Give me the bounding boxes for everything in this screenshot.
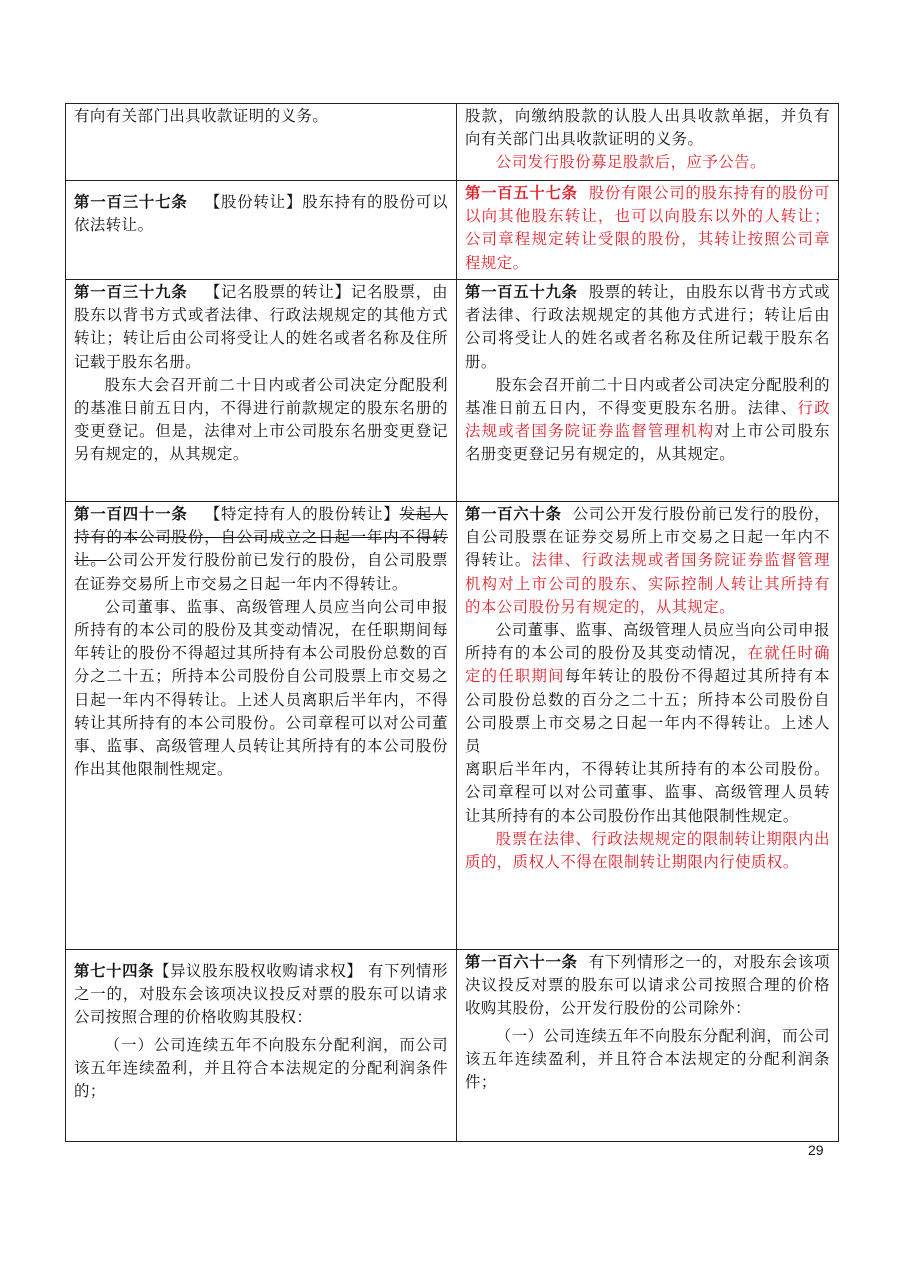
comparison-table — [65, 103, 839, 1142]
article-title: 【股份转让】 — [204, 193, 303, 211]
paragraph — [465, 951, 830, 1021]
added-paragraph: 公司发行股份募足股款后，应予公告。 — [495, 153, 766, 172]
paragraph: 股东大会召开前二十日内或者公司决定分配股利的基准日前五日内，不得进行前款规定的股东名册的变更登记。但是，法律对上市公司股东名册变更登记另有规定的，从其规定。 — [74, 375, 448, 464]
old-text-cell — [66, 502, 457, 950]
article-text: 记名股票，由股东以背书方式或者法律、行政法规规定的其他方式转让；转让后由公司将受让人的姓名或者名称及住所记载于股东名册。 — [74, 283, 448, 371]
page-number: 29 — [808, 1142, 824, 1158]
paragraph — [465, 182, 830, 275]
old-text-cell — [66, 104, 457, 181]
paragraph — [74, 281, 448, 374]
paragraph: 股款，向缴纳股款的认股人出具收款单据，并负有向有关部门出具收款证明的义务。 — [465, 107, 830, 149]
paragraph — [465, 281, 830, 374]
paragraph: 离职后半年内，不得转让其所持有的本公司股份。公司章程可以对公司董事、监事、高级管理人员转让其所持有的本公司股份作出其他限制性规定。 — [465, 760, 830, 825]
article-number: 第一百三十九条 — [74, 283, 188, 301]
paragraph — [74, 960, 448, 1030]
table-row — [66, 104, 839, 181]
new-text-cell — [457, 950, 839, 1142]
paragraph: 有向有关部门出具收款证明的义务。 — [74, 107, 329, 125]
article-number: 第七十四条 — [74, 962, 155, 980]
deleted-text: 发起人持有的本公司股份，自公司成立之日起一年内不得转让。 — [74, 505, 448, 570]
paragraph — [74, 503, 448, 596]
paragraph — [74, 191, 448, 237]
paragraph: （一）公司连续五年不向股东分配利润，而公司该五年连续盈利，并且符合本法规定的分配利润条件的； — [74, 1035, 448, 1101]
amended-text: 在就任时确定的任职期间 — [465, 644, 830, 686]
table-row — [66, 502, 839, 950]
old-text-cell — [66, 181, 457, 280]
table-row — [66, 950, 839, 1142]
amended-text: 行政法规或者国务院证券监督管理机构 — [465, 399, 830, 441]
article-text: 股份有限公司的股东持有的股份可以向其他股东转让，也可以向股东以外的人转让；公司章程规定转让受限的股份，其转让按照公司章程规定。 — [465, 184, 830, 272]
added-paragraph: 股票在法律、行政法规规定的限制转让期限内出质的，质权人不得在限制转让期限内行使质权。 — [465, 829, 830, 872]
old-text-cell — [66, 950, 457, 1142]
article-number: 第一百五十七条 — [465, 184, 578, 202]
table-row — [66, 181, 839, 280]
paragraph: 第一百六十条 公司公开发行股份前已发行的股份，自公司股票在证券交易所上市交易之日起一年内不得转让。法律、行政法规或者国务院证券监督管理机构对上市公司的股东、实际控制人转让其所持有的本公司股份另有规定的，从其规定。 — [465, 505, 830, 616]
article-number: 第一百四十一条 — [74, 505, 188, 523]
article-text: 股东持有的股份可以依法转让。 — [74, 193, 448, 235]
new-text-cell — [457, 181, 839, 280]
paragraph: 股东会召开前二十日内或者公司决定分配股利的基准日前五日内，不得变更股东名册。法律、行政法规或者国务院证券监督管理机构对上市公司股东名册变更登记另有规定的，从其规定。 — [465, 375, 830, 464]
article-number: 第一百六十一条 — [465, 953, 578, 971]
article-text: 有下列情形之一的，对股东会该项决议投反对票的股东可以请求公司按照合理的价格收购其股权： — [74, 962, 448, 1027]
article-number: 第一百五十九条 — [465, 283, 578, 301]
paragraph: （一）公司连续五年不向股东分配利润，而公司该五年连续盈利，并且符合本法规定的分配利润条件； — [465, 1026, 830, 1092]
new-text-cell — [457, 104, 839, 181]
article-text: 有下列情形之一的，对股东会该项决议投反对票的股东可以请求公司按照合理的价格收购其股份，公开发行股份的公司除外： — [465, 953, 830, 1018]
article-title: 【记名股票的转让】 — [204, 283, 351, 301]
paragraph: 公司董事、监事、高级管理人员应当向公司申报所持有的本公司的股份及其变动情况，在就任时确定的任职期间每年转让的股份不得超过其所持有本公司股份总数的百分之二十五；所持本公司股份自公司股票上市交易之日起一年内不得转让。上述人员 — [465, 621, 830, 756]
amended-text: 法律、行政法规或者国务院证券监督管理机构对上市公司的股东、实际控制人转让其所持有的本公司股份另有规定的，从其规定。 — [465, 551, 830, 616]
article-title: 【异议股东股权收购请求权】 — [154, 962, 363, 980]
article-text: 股票的转让，由股东以背书方式或者法律、行政法规规定的其他方式进行；转让后由公司将受让人的姓名或者名称及住所记载于股东名册。 — [465, 283, 830, 371]
new-text-cell — [457, 502, 839, 950]
article-title: 【特定持有人的股份转让】 — [204, 505, 400, 523]
article-number: 第一百六十条 — [465, 505, 562, 523]
paragraph: 公司董事、监事、高级管理人员应当向公司申报所持有的本公司的股份及其变动情况，在任职期间每年转让的股份不得超过其所持有本公司股份总数的百分之二十五；所持本公司股份自公司股票上市交易之日起一年内不得转让。上述人员离职后半年内，不得转让其所持有的本公司股份。公司章程可以对公司董事、监事、高级管理人员转让其所持有的本公司股份作出其他限制性规定。 — [74, 597, 448, 779]
table-row — [66, 280, 839, 502]
new-text-cell — [457, 280, 839, 502]
article-number: 第一百三十七条 — [74, 193, 188, 211]
old-text-cell — [66, 280, 457, 502]
article-text: 公司公开发行股份前已发行的股份，自公司股票在证券交易所上市交易之日起一年内不得转让。 — [74, 551, 448, 593]
